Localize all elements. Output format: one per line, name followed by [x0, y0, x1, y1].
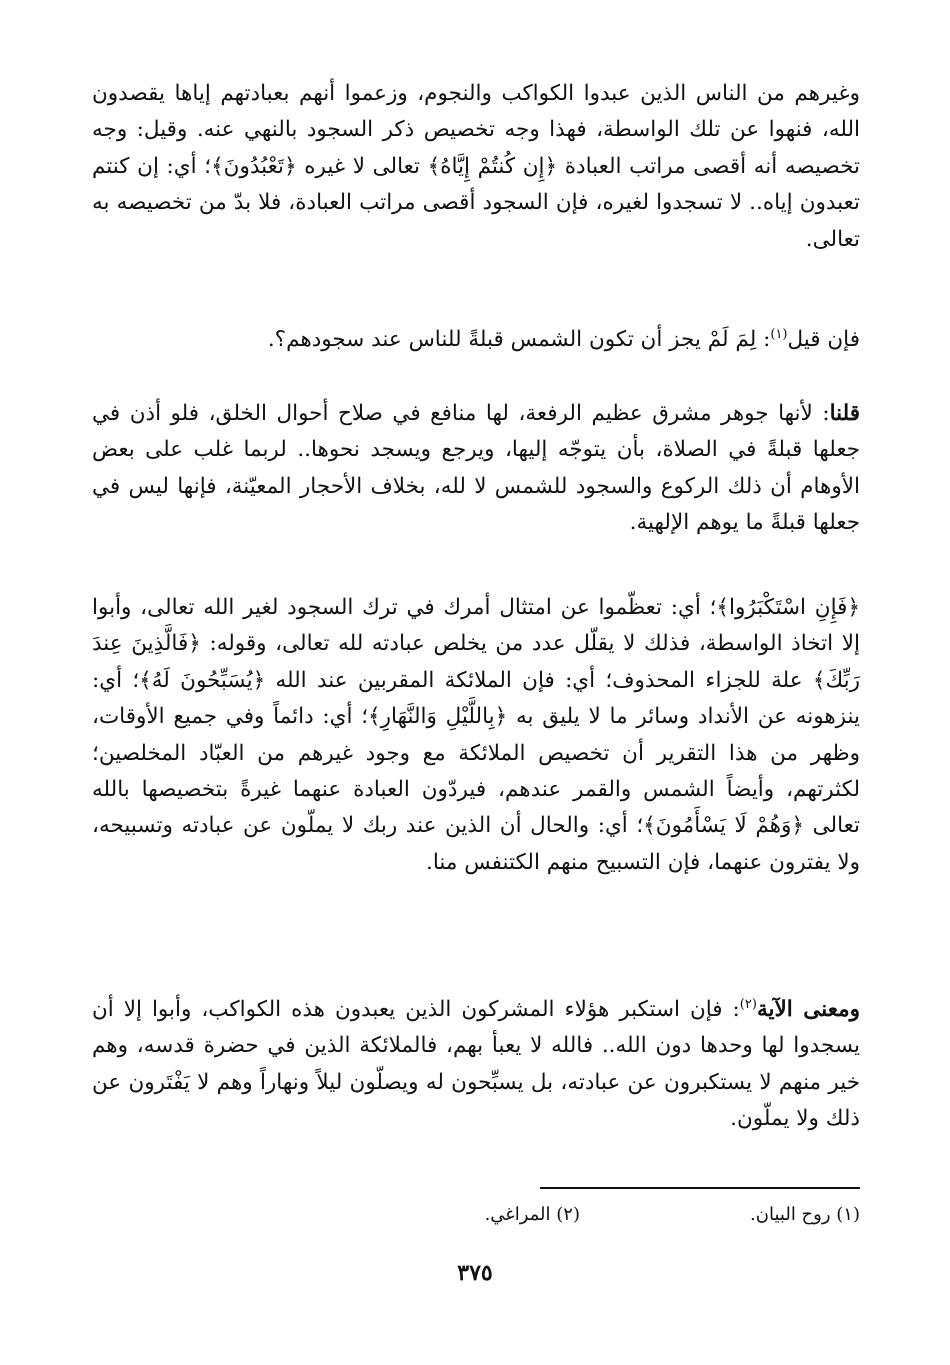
paragraph-2-text: : لِمَ لَمْ يجز أن تكون الشمس قبلةً للناس عند سجودهم؟.	[267, 327, 771, 352]
footnote-marker-1: (١)	[770, 326, 788, 342]
paragraph-2	[92, 322, 860, 358]
footnote-divider	[540, 1187, 860, 1189]
paragraph-3-lead: قلنا	[829, 401, 860, 426]
footnotes	[300, 1204, 860, 1234]
paragraph-5-lead: ومعنى الآية	[756, 997, 860, 1022]
paragraph-4: ﴿فَإِنِ اسْتَكْبَرُوا﴾؛ أي: تعظّموا عن امتثال أمرك في ترك السجود لغير الله تعالى، وأبوا إلا اتخاذ الواسطة، فذلك لا يقلّل عدد من يخلص عبادته لله تعالى، وقوله: ﴿فَالَّذِينَ عِندَ رَبِّكَ﴾ علة للجزاء المحذوف؛ أي: فإن الملائكة المقربين عند الله ﴿يُسَبِّحُونَ لَهُ﴾؛ أي: ينزهونه عن الأنداد وسائر ما لا يليق به ﴿بِاللَّيْلِ وَالنَّهَارِ﴾؛ أي: دائماً وفي جميع الأوقات، وظهر من هذا التقرير أن تخصيص الملائكة مع وجود غيرهم من العبّاد المخلصين؛ لكثرتهم، وأيضاً الشمس والقمر عندهم، فيردّون العبادة عنهما غيرةً بتخصيصها بالله تعالى ﴿وَهُمْ لَا يَسْأَمُونَ﴾؛ أي: والحال أن الذين عند ربك لا يملّون عن عبادته وتسبيحه، ولا يفترون عنهما، فإن التسبيح منهم الكتنفس منا.	[92, 595, 860, 875]
paragraph-5-text: : فإن استكبر هؤلاء المشركون الذين يعبدون هذه الكواكب، وأبوا إلا أن يسجدوا لها وحدها دون الله.. فالله لا يعبأ بهم، فالملائكة الذين في حضرة قدسه، وهم خير منهم لا يستكبرون عن عبادته، بل يسبِّحون له ويصلّون ليلاً ونهاراً وهم لا يَفْتَرون عن ذلك ولا يملّون.	[92, 997, 860, 1132]
footnote-2: (٢) المراغي.	[484, 1204, 580, 1225]
paragraph-1: وغيرهم من الناس الذين عبدوا الكواكب والنجوم، وزعموا أنهم بعبادتهم إياها يقصدون الله، فنهوا عن تلك الواسطة، فهذا وجه تخصيص ذكر السجود بالنهي عنه. وقيل: وجه تخصيصه أنه أقصى مراتب العبادة ﴿إِن كُنتُمْ إِيَّاهُ﴾ تعالى لا غيره ﴿تَعْبُدُونَ﴾؛ أي: إن كنتم تعبدون إياه.. لا تسجدوا لغيره، فإن السجود أقصى مراتب العبادة، فلا بدّ من تخصيصه به تعالى.	[92, 81, 860, 252]
paragraph-3	[92, 396, 860, 542]
paragraph-2-lead: فإن قيل	[787, 327, 860, 352]
paragraph-5	[92, 992, 860, 1138]
footnote-marker-2: (٢)	[739, 996, 757, 1012]
page-number: ٣٧٥	[457, 1260, 493, 1286]
paragraph-3-text: : لأنها جوهر مشرق عظيم الرفعة، لها منافع في صلاح أحوال الخلق، فلو أذن في جعلها قبلةً في الصلاة، بأن يتوجّه إليها، ويرجع ويسجد نحوها.. لربما غلب على بعض الأوهام أن ذلك الركوع والسجود للشمس لا لله، بخلاف الأحجار المعيّنة، فإنها ليس في جعلها قبلةً ما يوهم الإلهية.	[92, 401, 860, 536]
footnote-1: (١) روح البيان.	[750, 1204, 860, 1225]
